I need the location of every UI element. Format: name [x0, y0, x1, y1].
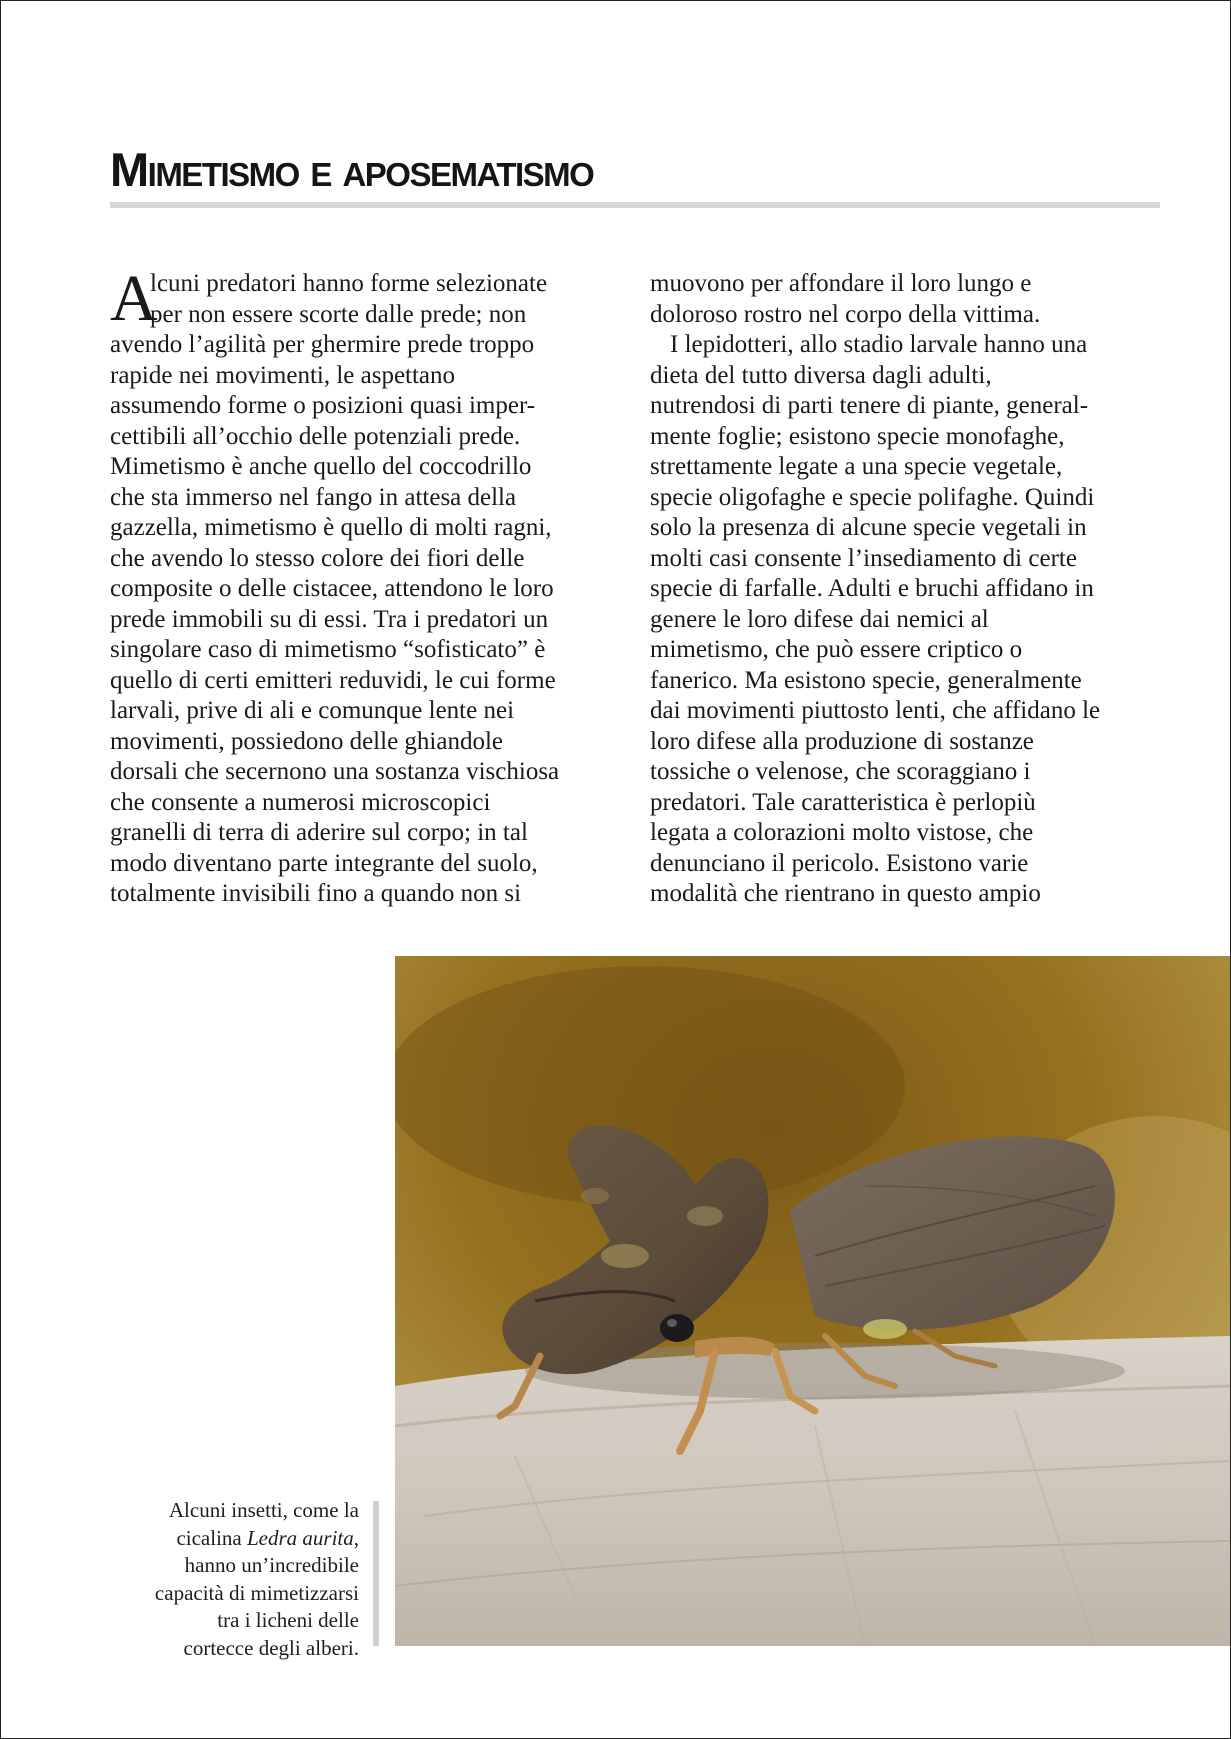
caption-line: Alcuni insetti, come la [168, 1498, 359, 1522]
caption-text: , [353, 1525, 359, 1550]
text-line: che consente a numerosi microscopici [110, 788, 491, 816]
text-line: fanerico. Ma esistono specie, generalmente [650, 666, 1082, 694]
caption-rule [373, 1501, 379, 1646]
page-title-text: Mimetismo e aposematismo [110, 143, 594, 196]
text-line-content: per non essere scorte dalle prede; non [150, 300, 527, 328]
text-line: composite o delle cistacee, attendono le loro [110, 575, 554, 602]
text-line: che sta immerso nel fango in attesa della [110, 483, 517, 511]
text-line: tossiche o velenose, che scoraggiano i [650, 758, 1031, 785]
caption-line: capacità di mimetizzarsi [154, 1580, 359, 1605]
text-line: assumendo forme o posizioni quasi imper- [110, 392, 536, 419]
article-column-right [650, 269, 1165, 910]
text-line: nutrendosi di parti tenere di piante, general- [650, 392, 1089, 419]
text-line: molti casi consente l’insediamento di certe [650, 544, 1077, 572]
text-line: che avendo lo stesso colore dei fiori delle [110, 544, 525, 572]
text-line: specie oligofaghe e specie polifaghe. Quindi [650, 483, 1095, 511]
text-line: movimenti, possiedono delle ghiandole [110, 727, 503, 755]
text-line: loro difese alla produzione di sostanze [650, 727, 1034, 755]
text-line: dieta del tutto diversa dagli adulti, [650, 361, 992, 389]
text-line: prede immobili su di essi. Tra i predatori un [110, 605, 549, 633]
text-line: rapide nei movimenti, le aspettano [110, 361, 456, 389]
text-line: mimetismo, che può essere criptico o [650, 636, 1023, 663]
text-line: gazzella, mimetismo è quello di molti ragni, [110, 514, 552, 541]
text-line: doloroso rostro nel corpo della vittima. [650, 300, 1041, 328]
text-line: Mimetismo è anche quello del coccodrillo [110, 453, 532, 480]
photo-caption [91, 1497, 359, 1662]
text-line: cettibili all’occhio delle potenziali prede. [110, 422, 521, 450]
caption-line: cortecce degli alberi. [183, 1635, 359, 1660]
text-line: legata a colorazioni molto vistose, che [650, 819, 1034, 846]
text-line: dorsali che secernono una sostanza vischiosa [110, 758, 560, 785]
title-underline [110, 202, 1160, 208]
text-line: singolare caso di mimetismo “sofisticato” è [110, 636, 546, 663]
species-name: Ledra aurita [246, 1525, 354, 1550]
text-line: totalmente invisibili fino a quando non si [110, 880, 522, 907]
text-line: quello di certi emitteri reduvidi, le cui forme [110, 666, 556, 694]
text-line: avendo l’agilità per ghermire prede troppo [110, 331, 535, 358]
paragraph-start-line: I lepidotteri, allo stadio larvale hanno una [670, 331, 1088, 358]
text-line: denunciano il pericolo. Esistono varie [650, 849, 1029, 877]
text-line-content: lcuni predatori hanno forme selezionate [150, 270, 548, 297]
text-line: specie di farfalle. Adulti e bruchi affidano in [650, 575, 1094, 602]
insect-photo [395, 956, 1231, 1646]
text-line: genere le loro difese dai nemici al [650, 605, 989, 633]
drop-cap: A [110, 262, 158, 335]
text-line: modo diventano parte integrante del suolo, [110, 849, 538, 877]
text-line: granelli di terra di aderire sul corpo; in tal [110, 819, 528, 846]
caption-line: hanno un’incredibile [184, 1553, 359, 1577]
text-line: dai movimenti piuttosto lenti, che affidano le [650, 697, 1101, 724]
text-line [110, 300, 625, 331]
text-line: mente foglie; esistono specie monofaghe, [650, 422, 1065, 450]
caption-line: tra i licheni delle [217, 1608, 359, 1632]
text-line: larvali, prive di ali e comunque lente nei [110, 697, 515, 724]
insect-photo-illustration [395, 956, 1231, 1646]
text-line: muovono per affondare il loro lungo e [650, 270, 1032, 297]
page-title [110, 139, 593, 201]
text-line: predatori. Tale caratteristica è perlopiù [650, 788, 1036, 816]
caption-text: cicalina [176, 1525, 247, 1550]
text-line: solo la presenza di alcune specie vegetali in [650, 514, 1087, 541]
text-line: strettamente legate a una specie vegetale, [650, 453, 1063, 480]
caption-line [91, 1525, 359, 1553]
article-column-left [110, 262, 625, 910]
text-line: modalità che rientrano in questo ampio [650, 880, 1041, 907]
